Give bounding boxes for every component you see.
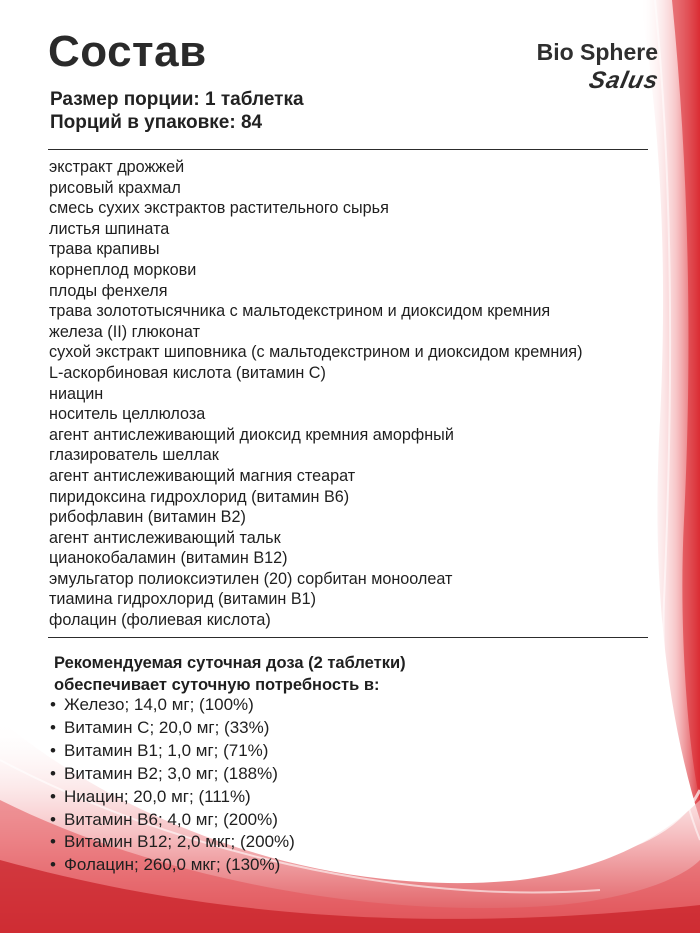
serving-info [50,88,304,134]
bullet-icon: • [50,740,56,760]
ingredient-item: сухой экстракт шиповника (с мальтодекстрином и диоксидом кремния) [49,343,583,362]
ingredient-item: агент антислеживающий тальк [49,528,281,547]
ingredient-item: тиамина гидрохлорид (витамин B1) [49,590,317,609]
daily-value-text: Витамин B6; 4,0 мг; (200%) [64,809,278,829]
brand-block [536,39,661,95]
daily-value-text: Витамин B12; 2,0 мкг; (200%) [64,832,295,852]
daily-value-text: Витамин B2; 3,0 мг; (188%) [64,763,278,783]
ingredient-item: агент антислеживающий магния стеарат [49,466,356,485]
daily-value-item [50,854,295,877]
ingredient-item: фолацин (фолиевая кислота) [49,611,271,630]
bullet-icon: • [50,763,56,783]
daily-value-list [50,694,295,877]
ingredient-item: трава крапивы [49,240,160,259]
divider-top [48,149,648,150]
bullet-icon: • [50,809,56,829]
ingredients-list [49,157,582,631]
ingredient-item: пиридоксина гидрохлорид (витамин B6) [49,487,350,506]
bullet-icon: • [50,717,56,737]
bullet-icon: • [50,855,56,875]
ingredient-item: L-аскорбиновая кислота (витамин C) [49,363,326,382]
daily-value-item [50,831,295,854]
brand-name: Bio Sphere [536,39,658,65]
ingredient-item: рибофлавин (витамин B2) [49,508,246,527]
ingredient-item: трава золототысячника с мальтодекстрином и диоксидом кремния [49,302,551,321]
brand-logo: Salus [586,67,661,95]
bullet-icon: • [50,695,56,714]
ingredient-item: листья шпината [49,219,170,238]
ingredient-item: смесь сухих экстрактов растительного сырья [49,199,389,218]
serving-size: Размер порции: 1 таблетка [50,89,304,110]
ingredient-item: рисовый крахмал [49,178,181,197]
divider-bottom [48,637,648,638]
ingredient-item: корнеплод моркови [49,260,197,279]
daily-value-text: Железо; 14,0 мг; (100%) [64,695,254,714]
bullet-icon: • [50,832,56,852]
recommendation-heading [54,652,406,696]
ingredient-item: эмульгатор полиоксиэтилен (20) сорбитан моноолеат [49,569,453,588]
daily-value-item [50,763,295,786]
daily-value-item [50,786,295,809]
servings-per-package: Порций в упаковке: 84 [50,112,263,133]
recommendation-heading-line1: Рекомендуемая суточная доза (2 таблетки) [54,654,406,672]
ingredient-item: цианокобаламин (витамин B12) [49,549,288,568]
daily-value-item [50,740,295,763]
ingredient-item: железа (II) глюконат [49,322,200,341]
recommendation-heading-line2: обеспечивает суточную потребность в: [54,676,380,694]
daily-value-text: Витамин C; 20,0 мг; (33%) [64,717,270,737]
daily-value-text: Фолацин; 260,0 мкг; (130%) [64,855,281,875]
daily-value-item [50,809,295,832]
daily-value-item [50,694,295,717]
bullet-icon: • [50,786,56,806]
ingredient-item: агент антислеживающий диоксид кремния аморфный [49,425,454,444]
ingredient-item: носитель целлюлоза [49,405,206,424]
ingredient-item: экстракт дрожжей [49,158,185,176]
daily-value-text: Ниацин; 20,0 мг; (111%) [64,786,251,806]
ingredient-item: глазирователь шеллак [49,446,219,465]
daily-value-item [50,717,295,740]
daily-value-text: Витамин B1; 1,0 мг; (71%) [64,740,269,760]
ingredient-item: плоды фенхеля [49,281,168,300]
ingredient-item: ниацин [49,384,104,403]
page-title: Состав [48,27,207,76]
